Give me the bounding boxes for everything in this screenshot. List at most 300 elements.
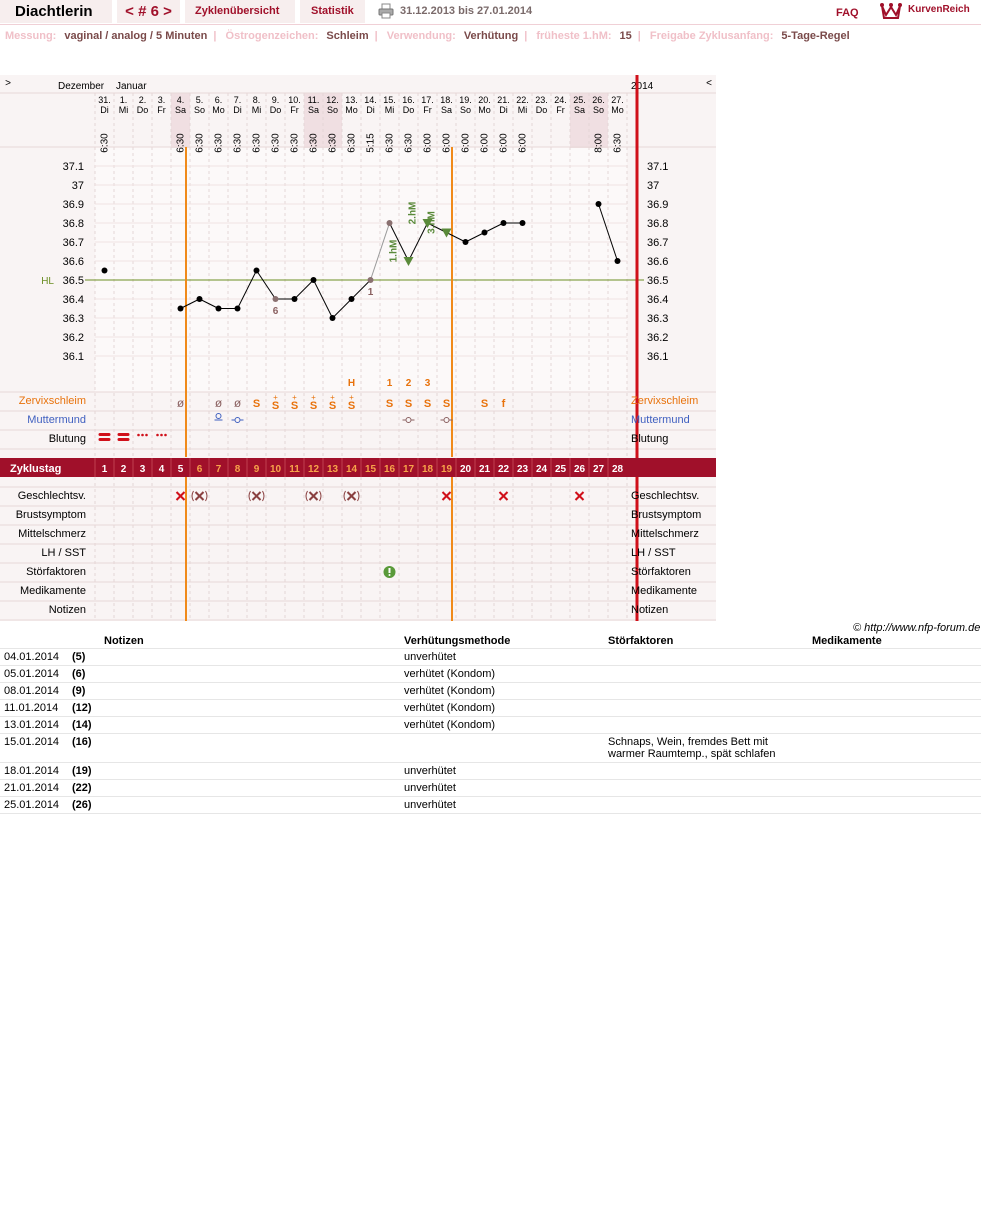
weekday-label: Mi — [251, 105, 262, 115]
column-header-disturbances: Störfaktoren — [604, 633, 808, 649]
month-label: Dezember — [58, 81, 105, 92]
bleeding-symbol — [141, 434, 144, 437]
y-tick-label: 36.2 — [62, 332, 84, 344]
cell-note — [100, 763, 400, 780]
cycle-day-number: 12 — [307, 464, 320, 475]
mucus-count-label: 1 — [386, 378, 393, 389]
prev-cycle-button[interactable]: > — [5, 78, 11, 89]
temperature-point — [178, 306, 184, 312]
cell-date: 21.01.2014 — [0, 780, 68, 797]
meta-key-release: Freigabe Zyklusanfang: — [649, 30, 774, 42]
time-label: 6:00 — [479, 133, 491, 153]
table-row — [0, 700, 981, 717]
date-label: 2. — [138, 95, 147, 105]
date-label: 20. — [478, 95, 491, 105]
time-label: 6:30 — [99, 133, 111, 153]
row-label-breast-right: Brustsymptom — [631, 509, 702, 521]
cell-medication — [808, 666, 981, 683]
table-row — [0, 797, 981, 814]
cycle-day-number: 23 — [516, 464, 529, 475]
weekday-label: Mo — [345, 105, 358, 115]
time-label: 6:30 — [308, 133, 320, 153]
time-label: 6:30 — [327, 133, 339, 153]
month-label: Januar — [116, 81, 147, 92]
row-label-cervix-right: Muttermund — [631, 414, 690, 426]
date-label: 18. — [440, 95, 453, 105]
cycle-day-number: 24 — [535, 464, 548, 475]
cycle-day-number: 6 — [196, 464, 203, 475]
time-label: 6:30 — [346, 133, 358, 153]
cell-method — [400, 734, 604, 763]
date-label: 3. — [157, 95, 166, 105]
cell-medication — [808, 717, 981, 734]
cycle-day-number: 17 — [402, 464, 415, 475]
weekday-label: Mi — [517, 105, 528, 115]
y-tick-label: 36.1 — [62, 351, 84, 363]
cell-cycle-day: (16) — [68, 734, 100, 763]
date-label: 16. — [402, 95, 415, 105]
separator: | — [524, 30, 528, 42]
row-label-bleeding-right: Blutung — [631, 433, 669, 445]
time-label: 6:00 — [517, 133, 529, 153]
mucus-symbol: S — [271, 400, 280, 412]
time-label: 6:30 — [213, 133, 225, 153]
temperature-point — [482, 230, 488, 236]
cycle-day-number: 1 — [101, 464, 108, 475]
temperature-point — [349, 296, 355, 302]
high-measurement-label: 1.hM — [388, 239, 400, 263]
weekday-label: Sa — [440, 105, 453, 115]
row-label-lh: LH / SST — [41, 547, 86, 559]
mucus-symbol: S — [385, 398, 394, 410]
cycle-day-number: 26 — [573, 464, 586, 475]
date-label: 17. — [421, 95, 434, 105]
cycle-day-number: 5 — [177, 464, 184, 475]
y-tick-label: 36.7 — [62, 237, 84, 249]
bleeding-symbol — [118, 433, 130, 436]
cell-method: verhütet (Kondom) — [400, 700, 604, 717]
weekday-label: Do — [269, 105, 282, 115]
cycle-day-number: 19 — [440, 464, 453, 475]
weekday-label: Sa — [573, 105, 586, 115]
cell-method: unverhütet — [400, 763, 604, 780]
y-tick-label: 36.3 — [62, 313, 84, 325]
date-range-text: 31.12.2013 bis 27.01.2014 — [400, 5, 533, 17]
row-label-sex: Geschlechtsv. — [17, 490, 86, 502]
cycle-day-number: 16 — [383, 464, 396, 475]
column-header-method: Verhütungsmethode — [400, 633, 604, 649]
cycle-day-number: 4 — [158, 464, 165, 475]
cell-method: verhütet (Kondom) — [400, 717, 604, 734]
cell-medication — [808, 734, 981, 763]
row-label-breast: Brustsymptom — [15, 509, 86, 521]
time-label: 6:30 — [384, 133, 396, 153]
y-tick-label-right: 37.1 — [647, 161, 669, 173]
mucus-symbol: f — [501, 398, 506, 410]
weekday-label: Fr — [290, 105, 299, 115]
y-tick-label: 36.9 — [62, 199, 84, 211]
time-label: 6:30 — [194, 133, 206, 153]
date-label: 1. — [119, 95, 128, 105]
mucus-symbol: S — [328, 400, 337, 412]
row-label-notes: Notizen — [48, 604, 86, 616]
row-label-pain-right: Mittelschmerz — [631, 528, 699, 540]
date-label: 26. — [592, 95, 605, 105]
weekday-label: So — [326, 105, 339, 115]
cycle-day-number: 20 — [459, 464, 472, 475]
cell-disturbance: Schnaps, Wein, fremdes Bett mit warmer Raumtemp., spät schlafen — [604, 734, 808, 763]
cell-note — [100, 683, 400, 700]
y-tick-label-right: 36.4 — [647, 294, 669, 306]
temperature-point — [102, 268, 108, 274]
cell-date: 11.01.2014 — [0, 700, 68, 717]
temperature-point — [216, 306, 222, 312]
date-label: 12. — [326, 95, 339, 105]
mucus-symbol: S — [252, 398, 261, 410]
column-header-notes: Notizen — [100, 633, 400, 649]
logo-text: KurvenReich — [908, 4, 970, 15]
meta-value-release: 5-Tage-Regel — [781, 30, 850, 42]
weekday-label: So — [459, 105, 472, 115]
cell-cycle-day: (12) — [68, 700, 100, 717]
date-label: 6. — [214, 95, 223, 105]
cell-note — [100, 649, 400, 666]
weekday-label: Sa — [174, 105, 187, 115]
date-label: 23. — [535, 95, 548, 105]
time-label: 6:00 — [441, 133, 453, 153]
row-label-disturb: Störfaktoren — [26, 566, 86, 578]
printer-icon[interactable] — [378, 3, 394, 19]
temperature-point — [330, 315, 336, 321]
date-label: 24. — [554, 95, 567, 105]
time-label: 6:30 — [289, 133, 301, 153]
kurvenreich-logo[interactable] — [880, 2, 970, 20]
mucus-symbol: ø — [214, 396, 223, 410]
y-tick-label: 36.8 — [62, 218, 84, 230]
date-label: 5. — [195, 95, 204, 105]
weekday-label: Di — [366, 105, 375, 115]
temperature-point — [501, 220, 507, 226]
row-label-cervix: Muttermund — [27, 414, 86, 426]
cell-method: unverhütet — [400, 649, 604, 666]
temperature-point — [615, 258, 621, 264]
separator: | — [637, 30, 641, 42]
cycle-day-number: 21 — [478, 464, 491, 475]
cell-medication — [808, 797, 981, 814]
y-tick-label: 36.5 — [62, 275, 84, 287]
y-tick-label: 36.4 — [62, 294, 84, 306]
temperature-point — [197, 296, 203, 302]
mucus-count-label: H — [347, 378, 356, 389]
mucus-symbol: ø — [176, 396, 185, 410]
high-measurement-label: 3.hM — [426, 211, 438, 234]
top-bar — [0, 0, 981, 25]
temperature-point — [292, 296, 298, 302]
user-name: Diachtlerin — [0, 0, 112, 23]
copyright: © http://www.nfp-forum.de — [853, 622, 981, 634]
mucus-count-label: 2 — [405, 378, 412, 389]
date-label: 22. — [516, 95, 529, 105]
cell-cycle-day: (14) — [68, 717, 100, 734]
time-label: 6:30 — [175, 133, 187, 153]
mucus-symbol: S — [423, 398, 432, 410]
weekday-label: Di — [499, 105, 508, 115]
time-label: 8:00 — [593, 133, 605, 153]
date-label: 7. — [233, 95, 242, 105]
cycle-day-number: 18 — [421, 464, 434, 475]
meta-key-usage: Verwendung: — [386, 30, 456, 42]
tab-cycle-overview[interactable]: Zyklenübersicht — [185, 0, 295, 23]
date-range — [378, 0, 532, 23]
mucus-symbol-plus: + — [330, 393, 335, 402]
cell-note — [100, 666, 400, 683]
y-tick-label: 37 — [71, 180, 84, 192]
mucus-symbol: ø — [233, 396, 242, 410]
cell-method: unverhütet — [400, 780, 604, 797]
cell-method: verhütet (Kondom) — [400, 666, 604, 683]
cell-disturbance — [604, 649, 808, 666]
row-label-bleeding: Blutung — [48, 433, 86, 445]
separator: | — [374, 30, 378, 42]
temperature-point — [463, 239, 469, 245]
bleeding-symbol — [164, 434, 167, 437]
mucus-symbol-plus: + — [349, 393, 354, 402]
meta-key-measurement: Messung: — [5, 30, 57, 42]
y-tick-label: 36.6 — [62, 256, 84, 268]
weekday-label: Mo — [478, 105, 491, 115]
table-row — [0, 649, 981, 666]
date-label: 9. — [271, 95, 280, 105]
bleeding-symbol — [99, 433, 111, 436]
count-label: 6 — [272, 306, 279, 317]
cell-method: verhütet (Kondom) — [400, 683, 604, 700]
cell-medication — [808, 780, 981, 797]
table-row — [0, 666, 981, 683]
weekday-label: Di — [233, 105, 242, 115]
cell-cycle-day: (5) — [68, 649, 100, 666]
weekday-label: Mi — [118, 105, 129, 115]
temperature-point — [520, 220, 526, 226]
date-label: 15. — [383, 95, 396, 105]
cycle-chart — [0, 75, 720, 621]
table-row — [0, 763, 981, 780]
meta-value-measurement: vaginal / analog / 5 Minuten — [64, 30, 208, 42]
separator: | — [213, 30, 217, 42]
y-tick-label-right: 36.5 — [647, 275, 669, 287]
time-label: 6:00 — [498, 133, 510, 153]
cell-note — [100, 700, 400, 717]
cell-cycle-day: (6) — [68, 666, 100, 683]
temperature-point — [235, 306, 241, 312]
time-label: 6:30 — [612, 133, 624, 153]
cell-date: 05.01.2014 — [0, 666, 68, 683]
cycle-day-number: 14 — [345, 464, 358, 475]
cell-medication — [808, 700, 981, 717]
meta-value-estrogen: Schleim — [326, 30, 369, 42]
weekday-label: Do — [402, 105, 415, 115]
weekday-label: Do — [136, 105, 149, 115]
cell-date: 18.01.2014 — [0, 763, 68, 780]
faq-link[interactable]: FAQ — [836, 7, 859, 19]
cycle-day-number: 13 — [326, 464, 339, 475]
y-tick-label-right: 36.7 — [647, 237, 669, 249]
y-tick-label: 37.1 — [62, 161, 84, 173]
weekday-label: Sa — [307, 105, 320, 115]
y-tick-label-right: 37 — [647, 180, 660, 192]
mucus-count-label: 3 — [424, 378, 431, 389]
temperature-point-excluded — [273, 296, 279, 302]
weekday-label: Mo — [212, 105, 225, 115]
row-label-disturb-right: Störfaktoren — [631, 566, 691, 578]
table-row — [0, 717, 981, 734]
cell-date: 13.01.2014 — [0, 717, 68, 734]
cell-note — [100, 797, 400, 814]
y-tick-label-right: 36.8 — [647, 218, 669, 230]
crown-icon — [880, 2, 902, 20]
date-label: 25. — [573, 95, 586, 105]
mucus-symbol: S — [347, 400, 356, 412]
cycle-day-number: 7 — [215, 464, 222, 475]
notes-table — [0, 633, 981, 814]
y-tick-label-right: 36.9 — [647, 199, 669, 211]
time-label: 6:30 — [270, 133, 282, 153]
temperature-point — [254, 268, 260, 274]
y-tick-label-right: 36.3 — [647, 313, 669, 325]
time-label: 6:00 — [460, 133, 472, 153]
temperature-point — [596, 201, 602, 207]
meta-value-earliest-hm: 15 — [619, 30, 632, 42]
notes-table-body — [0, 649, 981, 814]
cycle-day-number: 3 — [139, 464, 146, 475]
cell-disturbance — [604, 666, 808, 683]
mucus-symbol-plus: + — [311, 393, 316, 402]
row-label-meds: Medikamente — [19, 585, 86, 597]
time-label: 5:15 — [365, 133, 377, 153]
time-label: 6:00 — [422, 133, 434, 153]
cycle-day-number: 2 — [120, 464, 127, 475]
cycle-day-number: 15 — [364, 464, 377, 475]
bleeding-symbol — [99, 438, 111, 441]
cycle-day-band — [0, 458, 716, 477]
warning-icon-dot — [389, 574, 391, 576]
cell-cycle-day: (26) — [68, 797, 100, 814]
weekday-label: Do — [535, 105, 548, 115]
cell-disturbance — [604, 780, 808, 797]
cell-note — [100, 734, 400, 763]
mucus-symbol-plus: + — [292, 393, 297, 402]
weekday-label: Di — [100, 105, 109, 115]
mucus-symbol: S — [290, 400, 299, 412]
cycle-day-number: 9 — [253, 464, 260, 475]
bleeding-symbol — [137, 434, 140, 437]
weekday-label: Mi — [384, 105, 395, 115]
bleeding-symbol — [145, 434, 148, 437]
measurement-info — [5, 30, 981, 42]
row-label-mucus-right: Zervixschleim — [631, 395, 699, 407]
cycle-navigation[interactable]: < # 6 > — [117, 0, 180, 23]
cell-disturbance — [604, 700, 808, 717]
cell-note — [100, 717, 400, 734]
temperature-point — [311, 277, 317, 283]
weekday-label: Fr — [556, 105, 565, 115]
date-label: 11. — [307, 95, 320, 105]
date-label: 19. — [459, 95, 472, 105]
cell-disturbance — [604, 683, 808, 700]
mucus-symbol: S — [442, 398, 451, 410]
temperature-point-excluded — [368, 277, 374, 283]
cell-date: 25.01.2014 — [0, 797, 68, 814]
table-row — [0, 683, 981, 700]
mucus-symbol-plus: + — [273, 393, 278, 402]
row-label-sex-right: Geschlechtsv. — [631, 490, 700, 502]
weekday-label: Mo — [611, 105, 624, 115]
cell-medication — [808, 683, 981, 700]
cell-cycle-day: (9) — [68, 683, 100, 700]
bleeding-symbol — [160, 434, 163, 437]
cell-date: 08.01.2014 — [0, 683, 68, 700]
mucus-symbol: S — [309, 400, 318, 412]
meta-value-usage: Verhütung — [463, 30, 519, 42]
cell-disturbance — [604, 797, 808, 814]
row-label-mucus: Zervixschleim — [18, 395, 86, 407]
cycle-day-number: 28 — [611, 464, 624, 475]
time-label: 6:30 — [232, 133, 244, 153]
tab-statistics[interactable]: Statistik — [300, 0, 365, 23]
next-cycle-button[interactable]: < — [706, 78, 712, 89]
header-spacer — [0, 633, 100, 649]
row-label-meds-right: Medikamente — [631, 585, 698, 597]
cell-date: 15.01.2014 — [0, 734, 68, 763]
table-row — [0, 780, 981, 797]
weekday-label: So — [193, 105, 206, 115]
notes-table-header — [0, 633, 981, 649]
cell-disturbance — [604, 717, 808, 734]
cycle-day-number: 27 — [592, 464, 605, 475]
weekday-label: Fr — [157, 105, 166, 115]
date-label: 21. — [497, 95, 510, 105]
cycle-day-number: 25 — [554, 464, 567, 475]
date-label: 4. — [176, 95, 185, 105]
cycle-day-label: Zyklustag — [10, 463, 62, 475]
date-label: 13. — [345, 95, 358, 105]
cell-cycle-day: (19) — [68, 763, 100, 780]
count-label: 1 — [367, 287, 374, 298]
row-label-pain: Mittelschmerz — [18, 528, 86, 540]
cycle-day-number: 10 — [269, 464, 282, 475]
date-label: 10. — [288, 95, 301, 105]
high-measurement-label: 2.hM — [407, 201, 419, 225]
time-label: 6:30 — [251, 133, 263, 153]
y-tick-label-right: 36.6 — [647, 256, 669, 268]
date-label: 8. — [252, 95, 261, 105]
year-label: 2014 — [631, 81, 654, 92]
weekday-label: Fr — [423, 105, 432, 115]
date-label: 27. — [611, 95, 624, 105]
time-label: 6:30 — [403, 133, 415, 153]
meta-key-estrogen: Östrogenzeichen: — [225, 30, 319, 42]
cycle-day-number: 8 — [234, 464, 241, 475]
column-header-medication: Medikamente — [808, 633, 981, 649]
table-row — [0, 734, 981, 763]
cycle-day-number: 22 — [497, 464, 510, 475]
y-tick-label-right: 36.2 — [647, 332, 669, 344]
mucus-symbol: S — [404, 398, 413, 410]
coverline-label: HL — [41, 276, 54, 287]
cell-medication — [808, 763, 981, 780]
meta-key-earliest-hm: früheste 1.hM: — [536, 30, 612, 42]
date-label: 31. — [98, 95, 111, 105]
cell-note — [100, 780, 400, 797]
